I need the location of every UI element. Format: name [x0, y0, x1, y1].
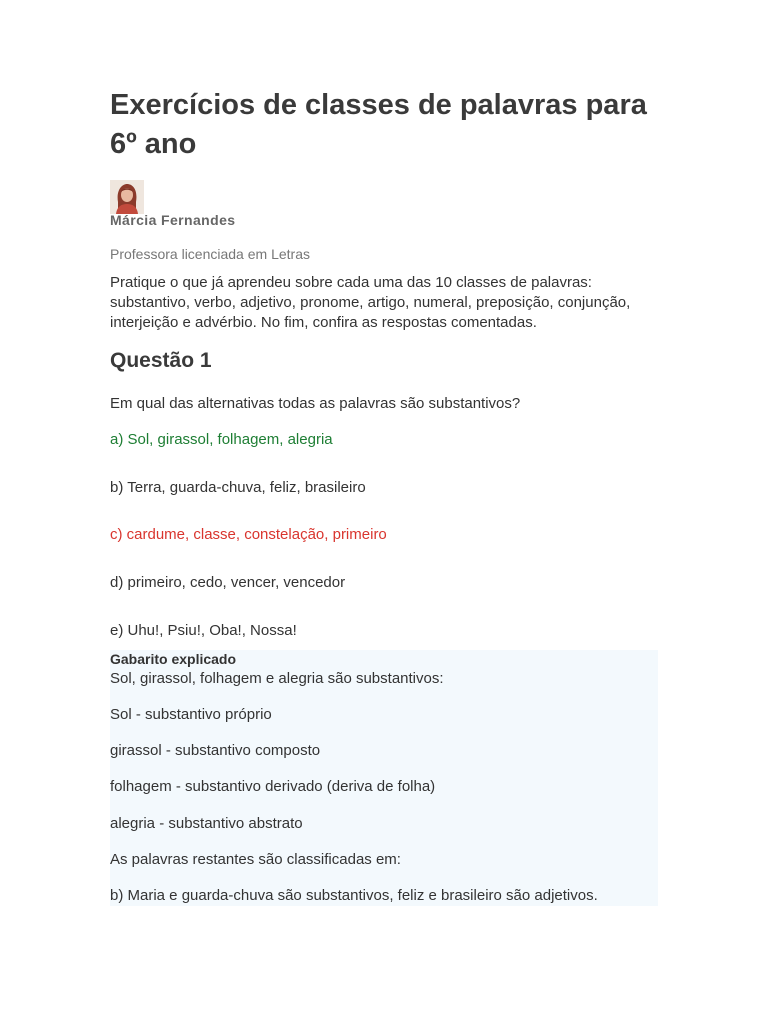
option-a: a) Sol, girassol, folhagem, alegria — [110, 431, 333, 448]
answer-line: alegria - substantivo abstrato — [110, 815, 303, 832]
author-role: Professora licenciada em Letras — [110, 246, 310, 262]
answer-line: b) Maria e guarda-chuva são substantivos, feliz e brasileiro são adjetivos. — [110, 887, 598, 904]
author-name[interactable]: Márcia Fernandes — [110, 212, 236, 228]
answer-line: folhagem - substantivo derivado (deriva de folha) — [110, 778, 436, 795]
answer-title: Gabarito explicado — [110, 651, 237, 667]
option-b: b) Terra, guarda-chuva, feliz, brasileiro — [110, 479, 366, 496]
question-heading: Questão 1 — [110, 349, 212, 372]
answer-line: Sol, girassol, folhagem e alegria são substantivos: — [110, 670, 444, 687]
answer-line: girassol - substantivo composto — [110, 742, 321, 759]
page-title: Exercícios de classes de palavras para 6º ano — [110, 89, 647, 160]
option-d: d) primeiro, cedo, vencer, vencedor — [110, 574, 346, 591]
option-e: e) Uhu!, Psiu!, Oba!, Nossa! — [110, 622, 297, 639]
answer-line: Sol - substantivo próprio — [110, 706, 272, 723]
author-photo-icon — [110, 180, 144, 214]
option-c: c) cardume, classe, constelação, primeiro — [110, 526, 387, 543]
author-avatar[interactable] — [110, 180, 144, 214]
question-prompt: Em qual das alternativas todas as palavras são substantivos? — [110, 395, 521, 412]
answer-line: As palavras restantes são classificadas em: — [110, 851, 401, 868]
intro-paragraph: Pratique o que já aprendeu sobre cada uma das 10 classes de palavras: substantivo, verbo, adjetivo, pronome, artigo, numeral, preposição, conjunção, interjeição e advérbio. No fim, confira as respostas comentadas. — [110, 274, 631, 331]
